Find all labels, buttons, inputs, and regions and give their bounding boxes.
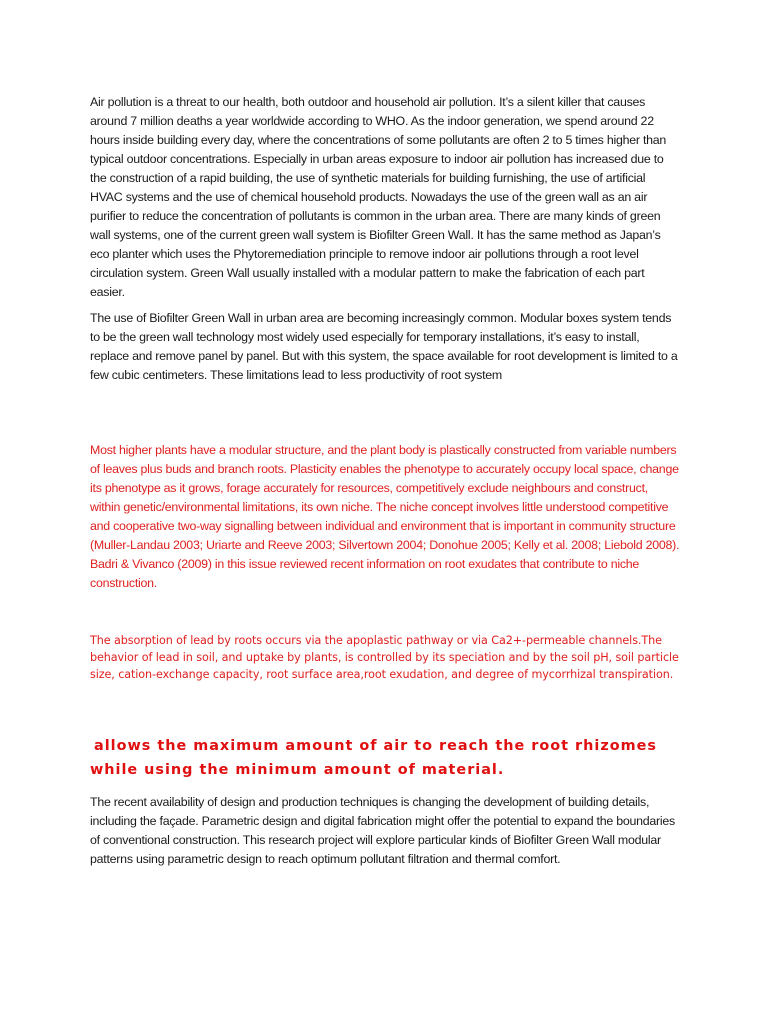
paragraph-biofilter-modular-boxes: The use of Biofilter Green Wall in urban area are becoming increasingly common. Modular boxes system tends to be the green wall technology most widely used especially for temporary installations, it’s easy to install, replace and remove panel by panel. But with this system, the space available for root development is limited to a few cubic centimeters. These limitations lead to less productivity of root system [90,311,678,382]
paragraph-plant-modular-structure: Most higher plants have a modular structure, and the plant body is plastically constructed from variable numbers of leaves plus buds and branch roots. Plasticity enables the phenotype to accurately occupy local space, change its phenotype as it grows, forage accurately for resources, competitively exclude neighbours and construct, within genetic/environmental limitations, its own niche. The niche concept involves little understood competitive and cooperative two-way signalling between individual and environment that is important in community structure (Muller-Landau 2003; Uriarte and Reeve 2003; Silvertown 2004; Donohue 2005; Kelly et al. 2008; Liebold 2008). Badri & Vivanco (2009) in this issue reviewed recent information on root exudates that contribute to niche construction. [90,443,680,590]
highlighted-heading [90,734,710,782]
paragraph-lead-absorption: The absorption of lead by roots occurs via the apoplastic pathway or via Ca2+-permeable channels.The behavior of lead in soil, and uptake by plants, is controlled by its speciation and by the soil pH, soil particle size, cation-exchange capacity, root surface area,root exudation, and degree of mycorrhizal transpiration. [90,634,679,681]
paragraph-air-pollution-intro: Air pollution is a threat to our health, both outdoor and household air pollution. It’s a silent killer that causes around 7 million deaths a year worldwide according to WHO. As the indoor generation, we spend around 22 hours inside building every day, where the concentrations of some pollutants are often 2 to 5 times higher than typical outdoor concentrations. Especially in urban areas exposure to indoor air pollution has increased due to the construction of a rapid building, the use of synthetic materials for building furnishing, the use of artificial HVAC systems and the use of chemical household products. Nowadays the use of the green wall as an air purifier to reduce the concentration of pollutants is common in the urban area. There are many kinds of green wall systems, one of the current green wall system is Biofilter Green Wall. It has the same method as Japan’s eco planter which uses the Phytoremediation principle to remove indoor air pollutions through a root level circulation system. Green Wall usually installed with a modular pattern to make the fabrication of each part easier. [90,95,667,299]
highlighted-heading-text: allows the maximum amount of air to reach the root rhizomes while using the minimum amount of material. [90,738,657,778]
paragraph-parametric-design: The recent availability of design and production techniques is changing the development of building details, including the façade. Parametric design and digital fabrication might offer the potential to expand the boundaries of conventional construction. This research project will explore particular kinds of Biofilter Green Wall modular patterns using parametric design to reach optimum pollutant filtration and thermal comfort. [90,795,676,866]
